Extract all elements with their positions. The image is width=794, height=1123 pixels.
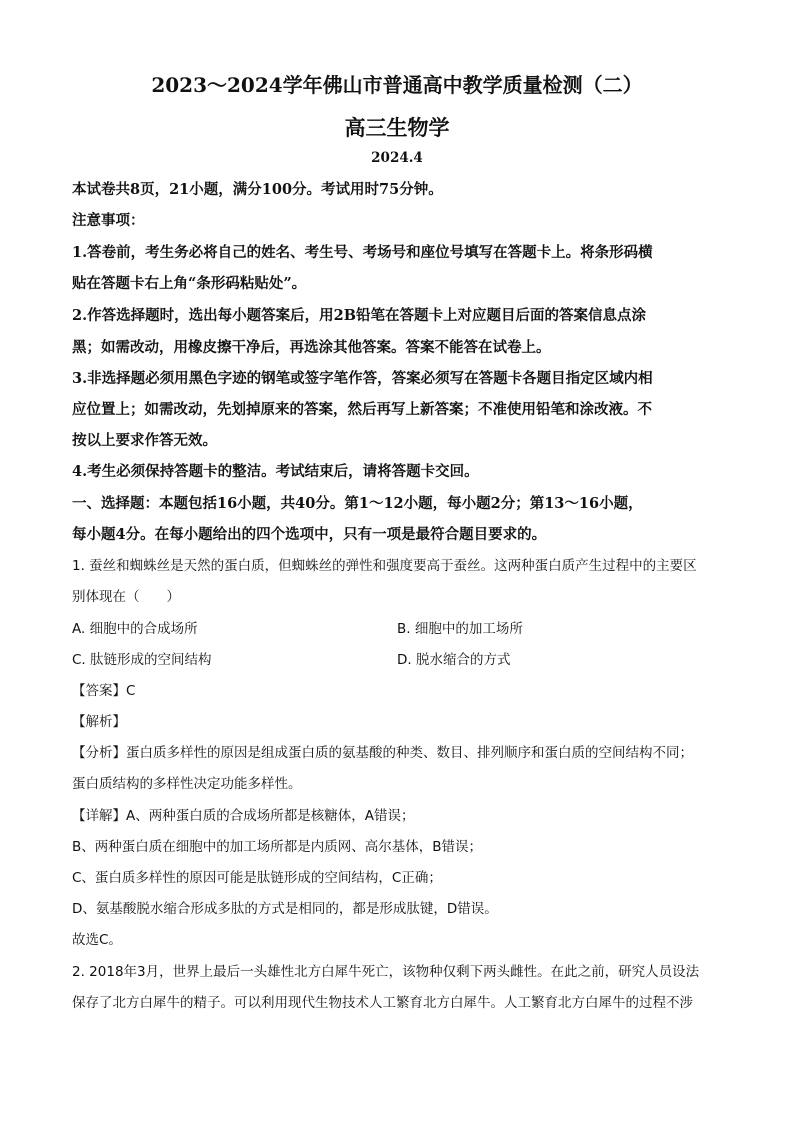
q1-option-b: B. 细胞中的加工场所 <box>397 621 523 637</box>
q1-detail-c: C、蛋白质多样性的原因可能是肽链形成的空间结构，C正确； <box>72 870 442 886</box>
q2-line-2: 保存了北方白犀牛的精子。可以利用现代生物技术人工繁育北方白犀牛。人工繁育北方白犀牛的过程不涉 <box>72 995 693 1011</box>
note-1-line-2: 贴在答题卡右上角“条形码粘贴处”。 <box>72 275 307 292</box>
q1-stem-line-1: 1. 蚕丝和蜘蛛丝是天然的蛋白质，但蜘蛛丝的弹性和强度要高于蚕丝。这两种蛋白质产生过程中的主要区 <box>72 558 697 574</box>
note-3-line-1: 3.非选择题必须用黑色字迹的钢笔或签字笔作答，答案必须写在答题卡各题目指定区域内相 <box>72 370 653 387</box>
section-1-line-1: 一、选择题：本题包括16小题，共40分。第1～12小题，每小题2分；第13～16小题， <box>72 495 643 512</box>
q2-line-1: 2. 2018年3月，世界上最后一头雄性北方白犀牛死亡，该物种仅剩下两头雌性。在此之前，研究人员设法 <box>72 964 700 980</box>
q1-fenxi-line-1 <box>72 743 693 763</box>
q1-option-a: A. 细胞中的合成场所 <box>72 621 198 637</box>
note-3-line-3: 按以上要求作答无效。 <box>72 432 217 449</box>
note-3-line-2: 应位置上；如需改动，先划掉原来的答案，然后再写上新答案；不准使用铅笔和涂改液。不 <box>72 401 652 418</box>
note-1-line-1: 1.答卷前，考生务必将自己的姓名、考生号、考场号和座位号填写在答题卡上。将条形码横 <box>72 244 653 261</box>
q1-answer-value: C <box>126 683 136 699</box>
section-1-line-2: 每小题4分。在每小题给出的四个选项中，只有一项是最符合题目要求的。 <box>72 526 547 543</box>
subject-title: 高三生物学 <box>344 115 450 140</box>
note-2-line-1: 2.作答选择题时，选出每小题答案后，用2B铅笔在答题卡上对应题目后面的答案信息点涂 <box>72 307 646 324</box>
q1-detail-d: D、氨基酸脱水缩合形成多肽的方式是相同的，都是形成肽键，D错误。 <box>72 901 498 917</box>
analysis-tag: 【解析】 <box>72 714 126 730</box>
note-2-line-2: 黑；如需改动，用橡皮擦干净后，再选涂其他答案。答案不能答在试卷上。 <box>72 339 551 356</box>
note-4: 4.考生必须保持答题卡的整洁。考试结束后，请将答题卡交回。 <box>72 463 479 480</box>
q1-option-d: D. 脱水缩合的方式 <box>397 652 511 668</box>
q1-conclusion: 故选C。 <box>72 932 122 948</box>
intro-text: 本试卷共8页，21小题，满分100分。考试用时75分钟。 <box>72 181 443 198</box>
q1-detail-a <box>72 806 414 826</box>
exam-title: 2023～2024学年佛山市普通高中教学质量检测（二） <box>151 73 643 97</box>
notes-heading: 注意事项： <box>72 212 145 229</box>
fenxi-tag: 【分析】 <box>72 745 126 761</box>
q1-fenxi-line-2: 蛋白质结构的多样性决定功能多样性。 <box>72 776 302 792</box>
q1-detail-b: B、两种蛋白质在细胞中的加工场所都是内质网、高尔基体，B错误； <box>72 839 483 855</box>
detail-a-text: A、两种蛋白质的合成场所都是核糖体，A错误； <box>126 808 415 824</box>
exam-date: 2024.4 <box>371 150 423 166</box>
q1-answer-line <box>72 681 135 701</box>
q1-stem-line-2: 别体现在（ ） <box>72 589 180 605</box>
fenxi-text-1: 蛋白质多样性的原因是组成蛋白质的氨基酸的种类、数目、排列顺序和蛋白质的空间结构不同； <box>126 745 693 761</box>
q1-option-c: C. 肽链形成的空间结构 <box>72 652 212 668</box>
answer-tag: 【答案】 <box>72 683 126 699</box>
xiangjie-tag: 【详解】 <box>72 808 126 824</box>
